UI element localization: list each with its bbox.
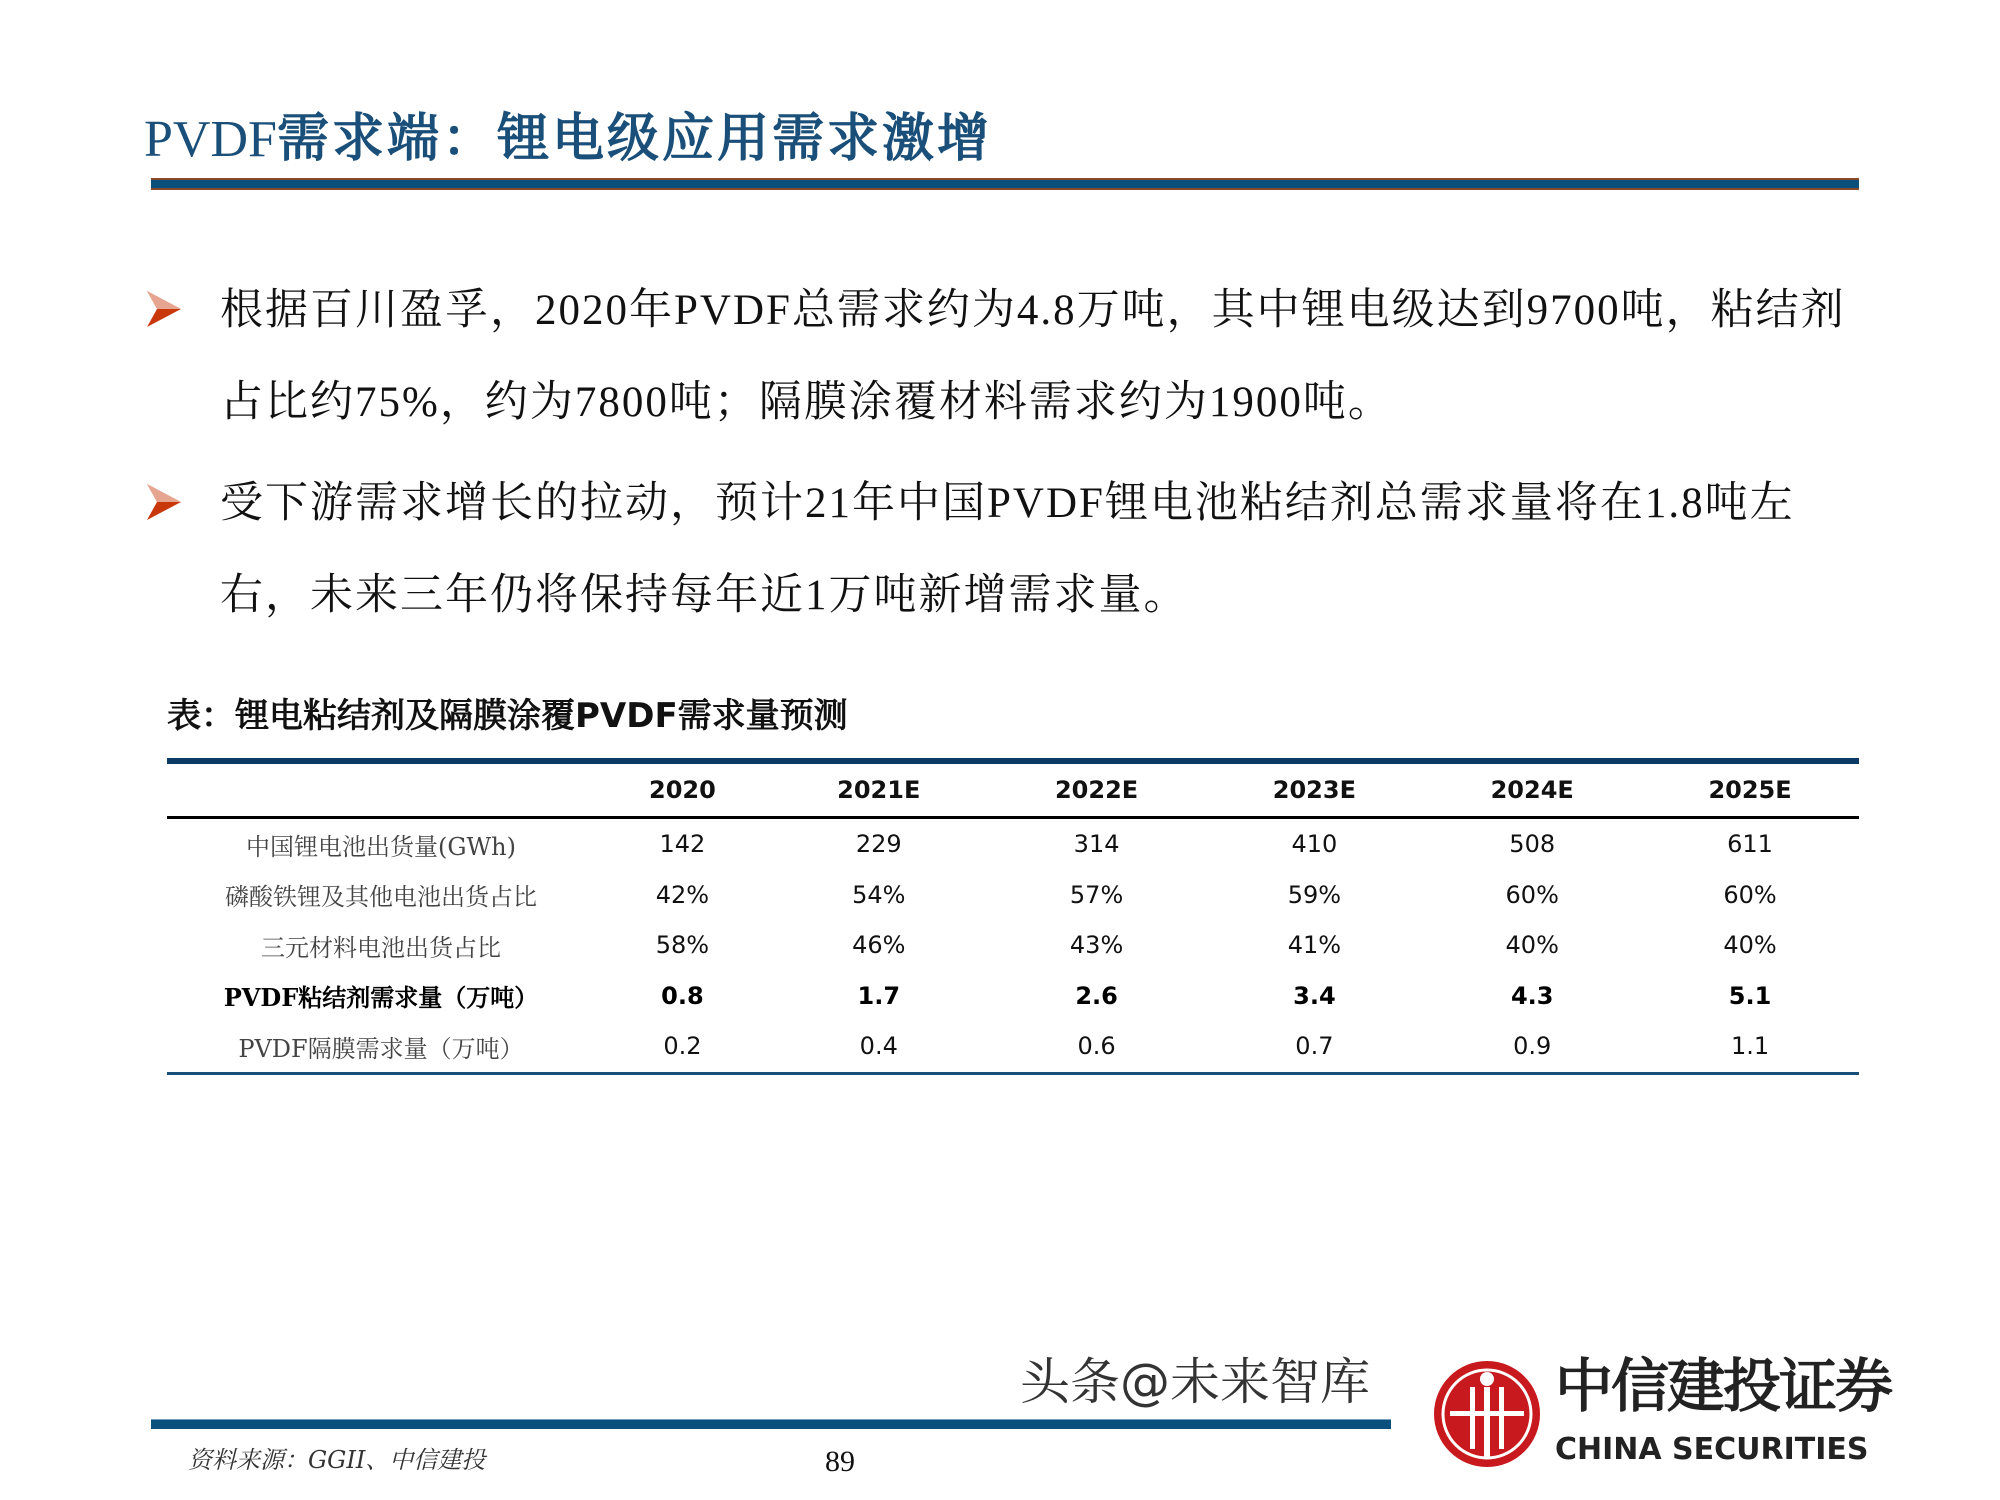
table-cell: 0.2 bbox=[663, 1032, 702, 1061]
footer-divider bbox=[151, 1419, 1391, 1429]
title-cn: 需求端：锂电级应用需求激增 bbox=[276, 108, 992, 169]
table-cell: 40% bbox=[1723, 931, 1777, 960]
title-latin: PVDF bbox=[144, 111, 277, 168]
table-cell: 5.1 bbox=[1728, 981, 1772, 1010]
bullet-text: 受下游需求增长的拉动，预计21年中国PVDF锂电池粘结剂总需求量将在1.8吨左右，未来三年仍将保持每年近1万吨新增需求量。 bbox=[220, 480, 1795, 619]
company-logo-icon bbox=[1432, 1359, 1542, 1469]
table-cell: 0.6 bbox=[1077, 1032, 1116, 1061]
table-cell: 40% bbox=[1505, 931, 1559, 960]
table-row bbox=[167, 971, 1859, 1022]
bullet-text: 根据百川盈孚，2020年PVDF总需求约为4.8万吨，其中锂电级达到9700吨，粘结剂占比约75%，约为7800吨；隔膜涂覆材料需求约为1900吨。 bbox=[220, 287, 1846, 426]
table-cell: 60% bbox=[1723, 880, 1777, 909]
table-cell: 2.6 bbox=[1075, 981, 1118, 1010]
demand-forecast-table bbox=[167, 758, 1859, 1075]
header-cell: 2025E bbox=[1641, 761, 1859, 818]
source-note: 资料来源：GGII、中信建投 bbox=[188, 1446, 486, 1474]
table-cell: 611 bbox=[1727, 830, 1773, 859]
table-cell: 3.4 bbox=[1293, 981, 1336, 1010]
bullet-item bbox=[147, 265, 1867, 449]
row-label: 三元材料电池出货占比 bbox=[261, 933, 501, 962]
arrow-bullet-icon bbox=[147, 484, 181, 520]
table-cell: 60% bbox=[1505, 880, 1559, 909]
header-cell: 2024E bbox=[1423, 761, 1641, 818]
header-cell: 2023E bbox=[1205, 761, 1423, 818]
bullet-item bbox=[147, 458, 1867, 642]
table-cell: 59% bbox=[1287, 880, 1342, 909]
table-cell: 1.7 bbox=[857, 981, 901, 1010]
page-number: 89 bbox=[825, 1445, 855, 1478]
watermark: 头条@未来智库 bbox=[1020, 1353, 1370, 1411]
logo-name-cn: 中信建投证券 bbox=[1555, 1352, 1892, 1420]
table-cell: 410 bbox=[1291, 830, 1338, 859]
table-cell: 41% bbox=[1287, 931, 1342, 960]
table-cell: 4.3 bbox=[1510, 981, 1554, 1010]
table-cell: 0.7 bbox=[1295, 1032, 1334, 1061]
table-cell: 54% bbox=[852, 880, 906, 909]
table-caption: 表：锂电粘结剂及隔膜涂覆PVDF需求量预测 bbox=[167, 696, 848, 736]
table-cell: 314 bbox=[1073, 830, 1120, 859]
table-cell: 0.9 bbox=[1513, 1032, 1552, 1061]
table-cell: 1.1 bbox=[1730, 1032, 1770, 1061]
table-cell: 508 bbox=[1509, 830, 1556, 859]
header-cell: 2021E bbox=[770, 761, 988, 818]
table-row bbox=[167, 920, 1859, 971]
table-cell: 46% bbox=[852, 931, 906, 960]
table-row bbox=[167, 818, 1859, 870]
row-label: PVDF隔膜需求量（万吨） bbox=[238, 1034, 524, 1063]
table-cell: 58% bbox=[655, 931, 710, 960]
title-divider bbox=[151, 178, 1859, 190]
row-label: 磷酸铁锂及其他电池出货占比 bbox=[225, 883, 537, 912]
table-cell: 229 bbox=[855, 830, 902, 859]
table-cell: 57% bbox=[1069, 880, 1124, 909]
table-cell: 142 bbox=[659, 830, 706, 859]
arrow-bullet-icon bbox=[147, 291, 181, 327]
table-cell: 42% bbox=[655, 880, 710, 909]
table-row bbox=[167, 870, 1859, 921]
header-cell: 2020 bbox=[595, 761, 770, 818]
table-cell: 0.8 bbox=[661, 981, 704, 1010]
header-cell: 2022E bbox=[988, 761, 1206, 818]
page-title bbox=[144, 96, 992, 171]
row-label: 中国锂电池出货量(GWh) bbox=[245, 832, 517, 861]
table-cell: 43% bbox=[1069, 931, 1124, 960]
table-header-row bbox=[167, 761, 1859, 818]
row-label: PVDF粘结剂需求量（万吨） bbox=[223, 983, 539, 1013]
table-row bbox=[167, 1021, 1859, 1073]
logo-name-en: CHINA SECURITIES bbox=[1555, 1432, 1869, 1467]
header-cell bbox=[167, 761, 595, 818]
table-cell: 0.4 bbox=[859, 1032, 898, 1061]
